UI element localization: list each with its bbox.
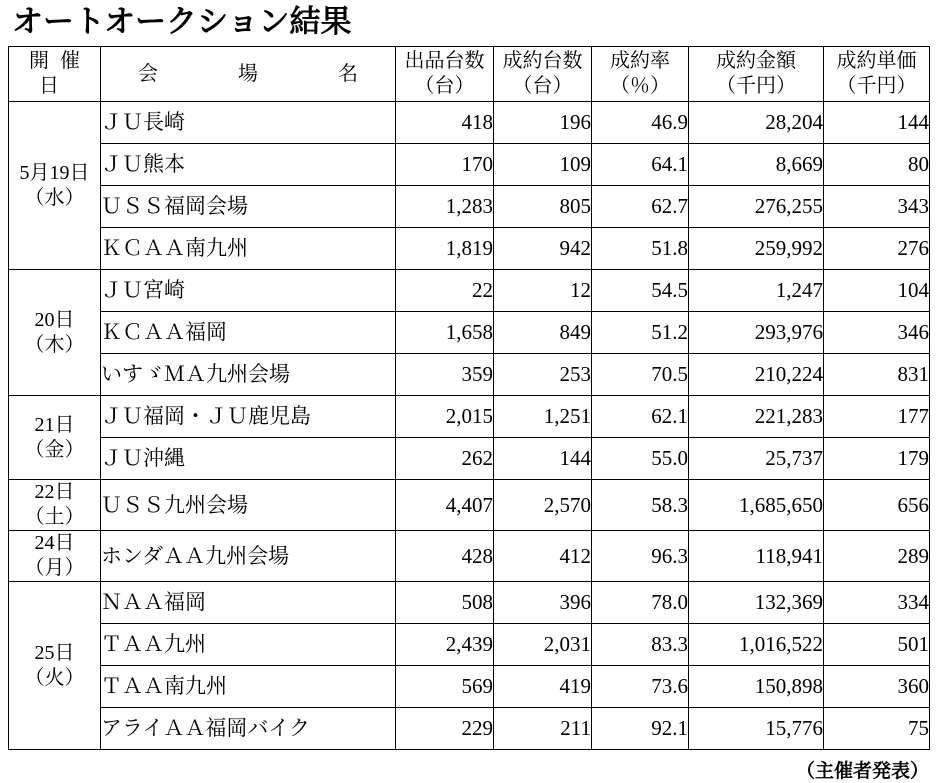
sold-count-cell: 412 [494,531,592,582]
unit-price-cell: 831 [824,354,930,396]
venue-cell: ＪＵ沖縄 [101,438,396,480]
date-main: 20日 [34,308,75,331]
column-header-unit [824,47,930,102]
sold-amount-cell: 1,247 [689,270,824,312]
date-cell [9,396,101,480]
date-weekday: （土） [24,506,85,528]
sold-count-cell: 12 [494,270,592,312]
table-row [9,270,930,312]
sold-rate-cell: 92.1 [592,708,689,750]
column-header-date [9,47,101,102]
venue-cell: アライＡＡ福岡バイク [101,708,396,750]
sold-rate-cell: 62.7 [592,186,689,228]
unit-price-cell: 334 [824,582,930,624]
table-row [9,438,930,480]
sold-count-cell: 419 [494,666,592,708]
listed-count-cell: 428 [396,531,494,582]
table-row [9,624,930,666]
sold-rate-cell: 78.0 [592,582,689,624]
listed-count-cell: 508 [396,582,494,624]
table-row [9,186,930,228]
source-note: （主催者発表） [795,760,929,782]
unit-price-cell: 656 [824,480,930,531]
sold-amount-cell: 210,224 [689,354,824,396]
column-header-unit-top: 成約単価 [836,50,917,72]
venue-cell: ＴＡＡ九州 [101,624,396,666]
sold-rate-cell: 83.3 [592,624,689,666]
sold-amount-cell: 221,283 [689,396,824,438]
listed-count-cell: 569 [396,666,494,708]
table-header [9,47,930,102]
unit-price-cell: 179 [824,438,930,480]
sold-count-cell: 396 [494,582,592,624]
column-header-sold-bottom: （台） [512,75,573,97]
sold-rate-cell: 51.2 [592,312,689,354]
sold-amount-cell: 118,941 [689,531,824,582]
column-header-listed [396,47,494,102]
date-weekday: （火） [24,666,85,689]
column-header-date-label: 開催日 [29,50,91,97]
column-header-amount [689,47,824,102]
sold-amount-cell: 28,204 [689,102,824,144]
unit-price-cell: 104 [824,270,930,312]
unit-price-cell: 343 [824,186,930,228]
column-header-rate-bottom: （％） [610,75,670,97]
column-header-amount-top: 成約金額 [716,50,796,72]
venue-cell: ＪＵ熊本 [101,144,396,186]
date-cell [9,102,101,270]
table-row [9,708,930,750]
table-row [9,480,930,531]
unit-price-cell: 80 [824,144,930,186]
table-row [9,354,930,396]
table-body [9,102,930,750]
sold-amount-cell: 15,776 [689,708,824,750]
column-header-unit-bottom: （千円） [836,75,917,97]
table-row [9,312,930,354]
sold-count-cell: 942 [494,228,592,270]
column-header-rate [592,47,689,102]
sold-amount-cell: 293,976 [689,312,824,354]
sold-count-cell: 2,031 [494,624,592,666]
date-main: 24日 [34,532,75,554]
column-header-amount-bottom: （千円） [716,75,796,97]
sold-amount-cell: 25,737 [689,438,824,480]
table-header-row [9,47,930,102]
sold-count-cell: 805 [494,186,592,228]
venue-cell: ＪＵ長崎 [101,102,396,144]
date-weekday: （木） [24,333,85,356]
listed-count-cell: 1,819 [396,228,494,270]
listed-count-cell: 1,658 [396,312,494,354]
listed-count-cell: 1,283 [396,186,494,228]
table-row [9,666,930,708]
column-header-listed-bottom: （台） [414,75,475,97]
venue-cell: いすゞＭＡ九州会場 [101,354,396,396]
unit-price-cell: 501 [824,624,930,666]
column-header-venue [101,47,396,102]
sold-amount-cell: 150,898 [689,666,824,708]
venue-cell: ＫＣＡＡ南九州 [101,228,396,270]
unit-price-cell: 177 [824,396,930,438]
sold-count-cell: 2,570 [494,480,592,531]
listed-count-cell: 418 [396,102,494,144]
sold-amount-cell: 8,669 [689,144,824,186]
listed-count-cell: 2,015 [396,396,494,438]
sold-count-cell: 211 [494,708,592,750]
sold-rate-cell: 58.3 [592,480,689,531]
sold-rate-cell: 46.9 [592,102,689,144]
sold-amount-cell: 1,016,522 [689,624,824,666]
column-header-rate-top: 成約率 [610,50,670,72]
sold-count-cell: 253 [494,354,592,396]
sold-amount-cell: 259,992 [689,228,824,270]
auction-results-table [8,46,930,750]
venue-cell: ＫＣＡＡ福岡 [101,312,396,354]
table-row [9,531,930,582]
venue-cell: ＪＵ福岡・ＪＵ鹿児島 [101,396,396,438]
unit-price-cell: 346 [824,312,930,354]
listed-count-cell: 2,439 [396,624,494,666]
sold-count-cell: 196 [494,102,592,144]
sold-rate-cell: 55.0 [592,438,689,480]
column-header-sold [494,47,592,102]
unit-price-cell: 276 [824,228,930,270]
date-weekday: （水） [24,186,85,209]
sold-amount-cell: 276,255 [689,186,824,228]
sold-amount-cell: 132,369 [689,582,824,624]
listed-count-cell: 4,407 [396,480,494,531]
sold-rate-cell: 62.1 [592,396,689,438]
date-main: 25日 [34,641,75,664]
sold-rate-cell: 70.5 [592,354,689,396]
sold-rate-cell: 64.1 [592,144,689,186]
venue-cell: ＴＡＡ南九州 [101,666,396,708]
date-weekday: （金） [24,438,85,461]
column-header-sold-top: 成約台数 [502,50,583,72]
date-weekday: （月） [24,557,85,579]
sold-rate-cell: 96.3 [592,531,689,582]
sold-rate-cell: 73.6 [592,666,689,708]
sold-count-cell: 144 [494,438,592,480]
venue-cell: ＪＵ宮崎 [101,270,396,312]
sold-count-cell: 109 [494,144,592,186]
date-main: 21日 [34,413,75,436]
unit-price-cell: 289 [824,531,930,582]
table-row [9,144,930,186]
table-row [9,582,930,624]
unit-price-cell: 360 [824,666,930,708]
listed-count-cell: 359 [396,354,494,396]
page-title: オートオークション結果 [12,4,352,40]
sold-count-cell: 1,251 [494,396,592,438]
unit-price-cell: 75 [824,708,930,750]
venue-cell: ＵＳＳ福岡会場 [101,186,396,228]
column-header-listed-top: 出品台数 [404,50,485,72]
venue-cell: ＵＳＳ九州会場 [101,480,396,531]
listed-count-cell: 170 [396,144,494,186]
date-main: 22日 [34,481,75,503]
table-row [9,396,930,438]
sold-rate-cell: 51.8 [592,228,689,270]
date-cell [9,531,101,582]
date-main: 5月19日 [19,161,90,184]
table-row [9,228,930,270]
listed-count-cell: 262 [396,438,494,480]
column-header-venue-label: 会 場 名 [138,62,388,85]
listed-count-cell: 22 [396,270,494,312]
sold-amount-cell: 1,685,650 [689,480,824,531]
venue-cell: ホンダＡＡ九州会場 [101,531,396,582]
table-row [9,102,930,144]
sold-count-cell: 849 [494,312,592,354]
date-cell [9,582,101,750]
sold-rate-cell: 54.5 [592,270,689,312]
venue-cell: ＮＡＡ福岡 [101,582,396,624]
listed-count-cell: 229 [396,708,494,750]
date-cell [9,270,101,396]
unit-price-cell: 144 [824,102,930,144]
date-cell [9,480,101,531]
